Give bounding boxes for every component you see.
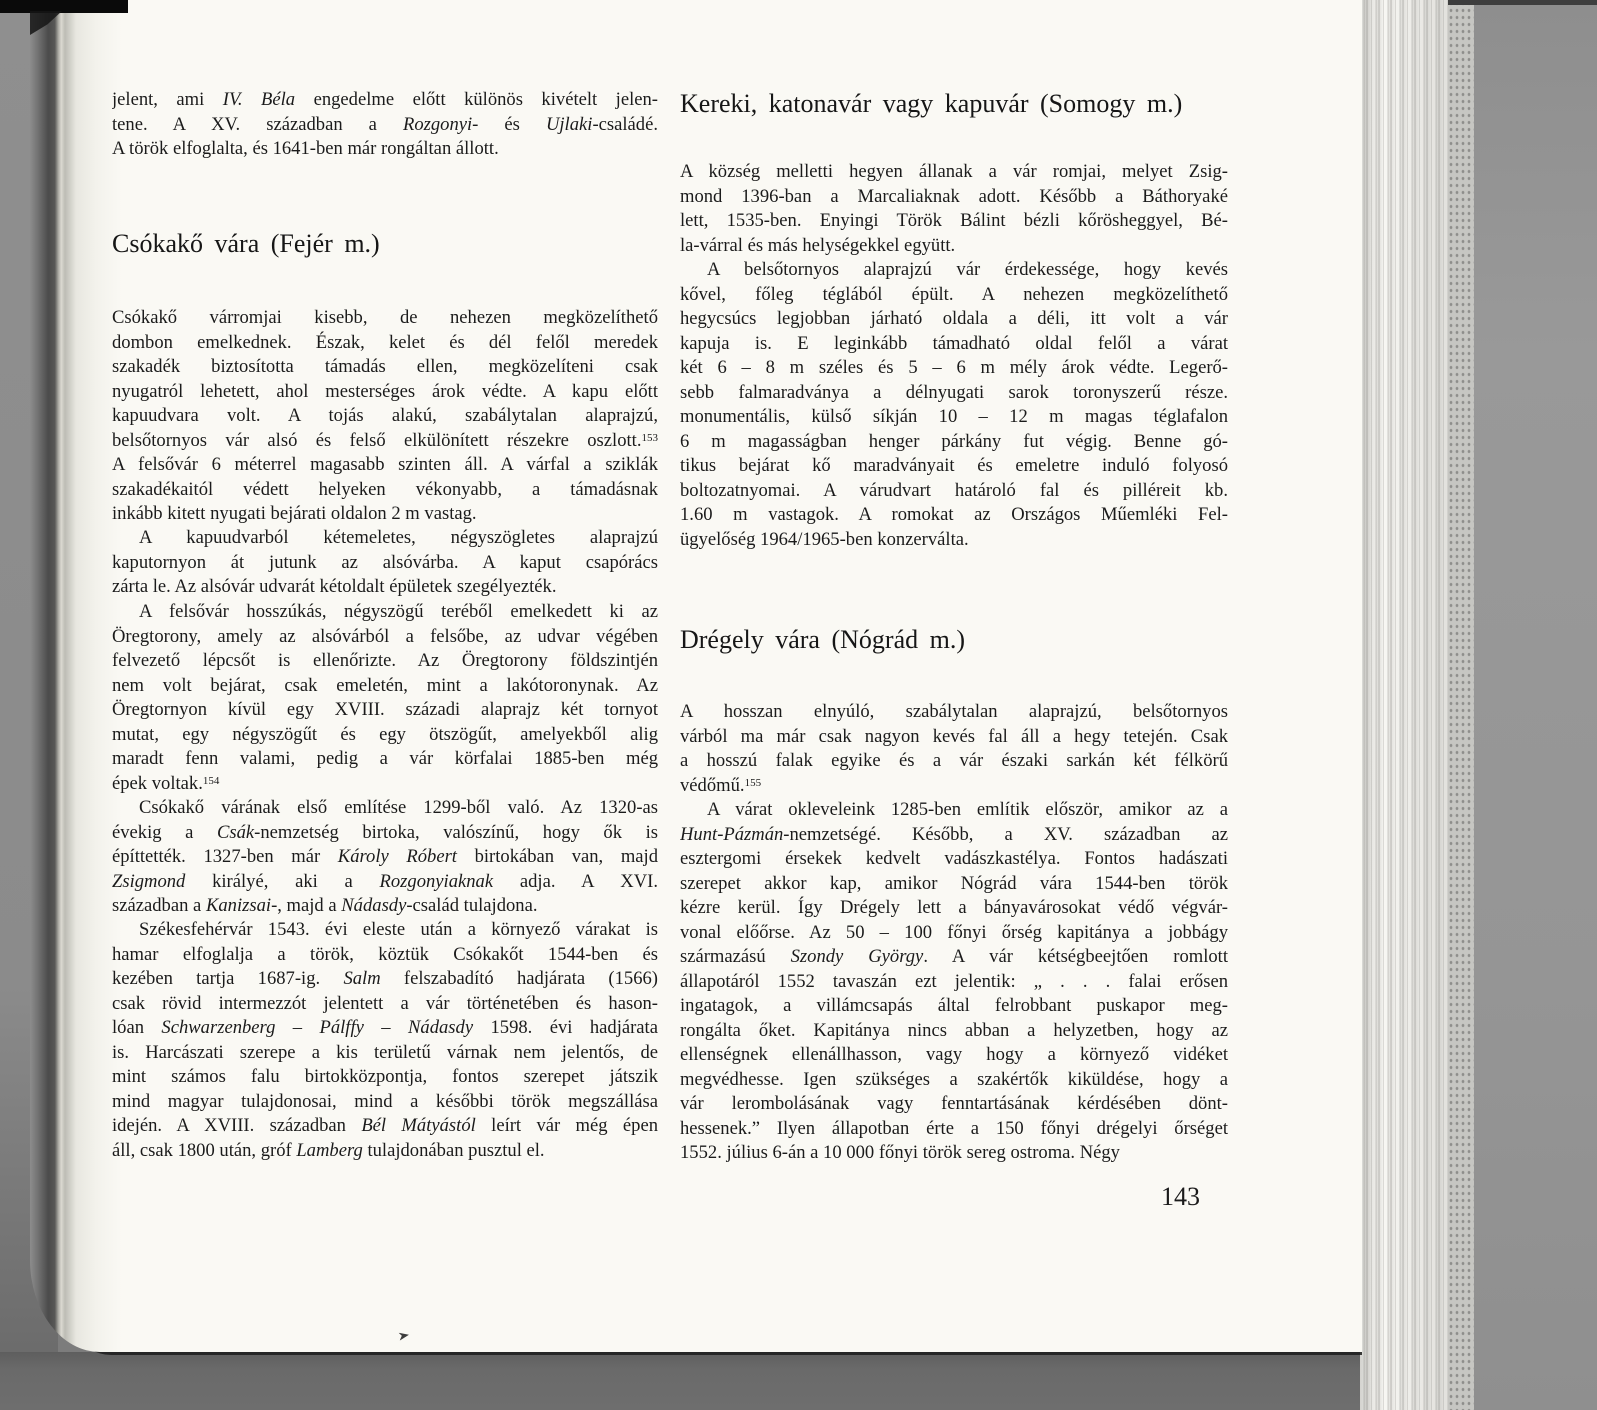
text-line: vár lerombolásának vagy fenntartásának kérdésében dönt- (680, 1093, 1228, 1114)
text-line: kezében tartja 1687-ig. Salm felszabadító hadjárata (1566) (112, 968, 658, 989)
text-line: jelent, ami IV. Béla engedelme előtt különös kivételt jelen- (112, 89, 658, 110)
text-line: Öregtornyon kívül egy XVIII. századi alaprajz két tornyot (112, 699, 658, 720)
text-column-left (112, 0, 658, 1352)
text-line: idején. A XVIII. században Bél Mátyástól leírt vár még épen (112, 1115, 658, 1136)
text-line: tene. A XV. században a Rozgonyi- és Ujlaki-családé. (112, 113, 658, 135)
text-line: a hosszú falak egyike és a vár északi sarkán két félkörű (680, 750, 1228, 771)
text-line: Hunt-Pázmán-nemzetségé. Később, a XV. században az (680, 823, 1228, 845)
text-line: lóan Schwarzenberg – Pálffy – Nádasdy 1598. évi hadjárata (112, 1017, 658, 1038)
text-line: két 6 – 8 m széles és 5 – 6 m mély árok védte. Legerő- (680, 357, 1228, 378)
paragraph (112, 306, 658, 527)
text-line: 1552. július 6-án a 10 000 főnyi török sereg ostroma. Négy (680, 1142, 1120, 1163)
text-line: inkább kitett nyugati bejárati oldalon 2 m vastag. (112, 503, 477, 524)
paragraph (680, 798, 1228, 1166)
text-line: csak rövid intermezzót jelentett a vár történetében és hason- (112, 992, 658, 1014)
book-cover-edge (1448, 0, 1474, 1410)
book-fore-edge-pages (1360, 0, 1450, 1410)
text-line: nyugatról lehetett, ahol mesterséges árok védte. A kapu előtt (112, 380, 658, 402)
text-line: évekig a Csák-nemzetség birtoka, valószínű, hogy ők is (112, 821, 658, 843)
text-line: tikus bejárat kő maradványait és emeletre induló folyosó (680, 455, 1228, 476)
text-line: hegycsúcs legjobban járható oldala a déli, itt volt a vár (680, 308, 1228, 329)
text-line: mint számos falu birtokközpontja, fontos szerepet játszik (112, 1066, 658, 1087)
text-line: maradt fenn valami, pedig a vár körfalai 1885-ben még (112, 748, 658, 769)
text-line: A kapuudvarból kétemeletes, négyszögletes alaprajzú (139, 527, 658, 548)
text-line: mond 1396-ban a Marcaliaknak adott. Később a Báthoryaké (680, 185, 1228, 207)
text-line: vonal előőrse. Az 50 – 100 főnyi őrség kapitánya a jobbágy (680, 921, 1228, 943)
text-line: építtették. 1327-ben már Károly Róbert birtokában van, majd (112, 846, 658, 867)
page-number: 143 (1161, 1182, 1200, 1211)
text-line: hamar elfoglalja a török, köztük Csókakőt 1544-ben és (112, 943, 658, 965)
text-line: kővel, főleg téglából épült. A nehezen megközelíthető (680, 283, 1228, 305)
text-line: védőmű.$^{155}$ (680, 774, 762, 796)
text-line: A belsőtornyos alaprajzú vár érdekessége, hogy kevés (707, 259, 1228, 280)
text-line: szerepet akkor kap, amikor Nógrád vára 1544-ben török (680, 872, 1228, 894)
section-heading: Kereki, katonavár vagy kapuvár (Somogy m.) (680, 89, 1183, 118)
text-line: A felsővár 6 méterrel magasabb szinten áll. A várfal a sziklák (112, 454, 658, 475)
text-line: kézre kerül. Így Drégely lett a bányavárosokat védő végvár- (680, 897, 1228, 918)
text-line: szakadék biztosította támadás ellen, megközelíteni csak (112, 356, 658, 377)
text-line: mind magyar tulajdonosai, mind a későbbi török megszállása (112, 1090, 658, 1112)
text-line: kapuudvara volt. A tojás alakú, szabálytalan alaprajzú, (112, 405, 658, 426)
text-line: mutat, egy négyszögűt és egy ötszögűt, amelyekből alig (112, 723, 658, 745)
text-line: A török elfoglalta, és 1641-ben már rongáltan állott. (112, 138, 499, 159)
paragraph (112, 526, 658, 600)
paragraph (680, 700, 1228, 798)
text-line: Székesfehérvár 1543. évi eleste után a környező várakat is (139, 919, 658, 940)
text-line: belsőtornyos vár alsó és felső elkülönített részekre oszlott.$^{153}$ (112, 429, 658, 451)
text-line: származású Szondy György. A vár kétségbeejtően romlott (680, 946, 1228, 967)
text-line: rongálta őket. Kapitánya nincs abban a helyzetben, hogy az (680, 1019, 1228, 1041)
text-line: A várat okleveleink 1285-ben említik először, amikor az a (707, 799, 1228, 820)
scanner-backdrop-bottom (0, 1352, 1362, 1410)
text-line: Öregtorony, amely az alsóvárból a felsőbe, az udvar végében (112, 625, 658, 647)
text-line: A község melletti hegyen állanak a vár romjai, melyet Zsig- (680, 161, 1228, 182)
spine-shadow-bar (0, 0, 128, 13)
paragraph (112, 918, 658, 1163)
paragraph (680, 160, 1228, 258)
text-line: Csókakő várának első említése 1299-ből való. Az 1320-as (139, 797, 658, 818)
text-line: nem volt bejárat, csak emeletén, mint a lakótoronynak. Az (112, 674, 658, 696)
section-heading: Drégely vára (Nógrád m.) (680, 625, 965, 654)
section-heading: Csókakő vára (Fejér m.) (112, 229, 380, 258)
text-line: zárta le. Az alsóvár udvarát kétoldalt épületek szegélyezték. (112, 576, 557, 597)
text-column-right (680, 0, 1228, 1352)
text-line: A felsővár hosszúkás, négyszögű teréből emelkedett ki az (139, 601, 658, 622)
text-line: A hosszan elnyúló, szabálytalan alaprajzú, belsőtornyos (680, 701, 1228, 722)
text-line: kapuja is. E leginkább támadható oldal felől a várat (680, 332, 1228, 354)
text-line: lett, 1535-ben. Enyingi Török Bálint bézli kőrösheggyel, Bé- (680, 210, 1228, 231)
text-line: állapotáról 1552 tavaszán ezt jelentik: „ . . . falai erősen (680, 970, 1228, 992)
text-line: ügyelőség 1964/1965-ben konzerválta. (680, 528, 969, 550)
text-line: dombon emelkednek. Észak, kelet és dél felől meredek (112, 331, 658, 353)
text-line: épek voltak.$^{154}$ (112, 772, 220, 794)
text-line: sebb falmaradványa a délnyugati sarok toronyszerű része. (680, 381, 1228, 403)
text-line: várból ma már csak nagyon kevés fal áll a hegy tetején. Csak (680, 725, 1228, 747)
text-line: is. Harcászati szerepe a kis területű várnak nem jelentős, de (112, 1041, 658, 1063)
page-gutter-shadow (30, 0, 122, 1352)
text-line: szakadékaitól védett helyeken vékonyabb, a támadásnak (112, 478, 658, 500)
text-line: Zsigmond királyé, aki a Rozgonyiaknak adja. A XVI. (112, 870, 658, 892)
text-line: megvédhesse. Igen szükséges a szakértők kiküldése, hogy a (680, 1068, 1228, 1090)
paragraph (112, 600, 658, 796)
scanner-backdrop-right (1472, 0, 1597, 1410)
text-line: áll, csak 1800 után, gróf Lamberg tulajdonában pusztul el. (112, 1139, 545, 1161)
text-line: 6 m magasságban henger párkány fut végig. Benne gó- (680, 430, 1228, 452)
text-line: boltozatnyomai. A várudvart határoló fal és pilléreit kb. (680, 479, 1228, 501)
paragraph (112, 88, 658, 162)
paragraph (680, 258, 1228, 552)
text-line: monumentális, külső síkján 10 – 12 m magas téglafalon (680, 406, 1228, 427)
text-line: esztergomi érsekek kedvelt vadászkastélya. Fontos hadászati (680, 848, 1228, 869)
text-line: ellenségnek ellenállhasson, vagy hogy a környező vidéket (680, 1044, 1228, 1065)
text-line: felvezető lépcsőt is ellenőrizte. Az Öregtorony földszintjén (112, 650, 658, 671)
text-line: kaputornyon át jutunk az alsóvárba. A kaput csapórács (112, 551, 658, 573)
text-line: Csókakő várromjai kisebb, de nehezen megközelíthető (112, 307, 658, 328)
text-line: században a Kanizsai-, majd a Nádasdy-család tulajdona. (112, 895, 538, 916)
text-line: hessenek.” Ilyen állapotban érte a 150 főnyi drégelyi őrséget (680, 1117, 1228, 1139)
text-line: la-várral és más helységekkel együtt. (680, 234, 956, 256)
text-line: ingatagok, a villámcsapás által felrobbant puskapor meg- (680, 995, 1228, 1016)
text-line: 1.60 m vastagok. A romokat az Országos Műemléki Fel- (680, 504, 1228, 525)
paragraph (112, 796, 658, 919)
cover-top-edge-line (1448, 0, 1597, 5)
